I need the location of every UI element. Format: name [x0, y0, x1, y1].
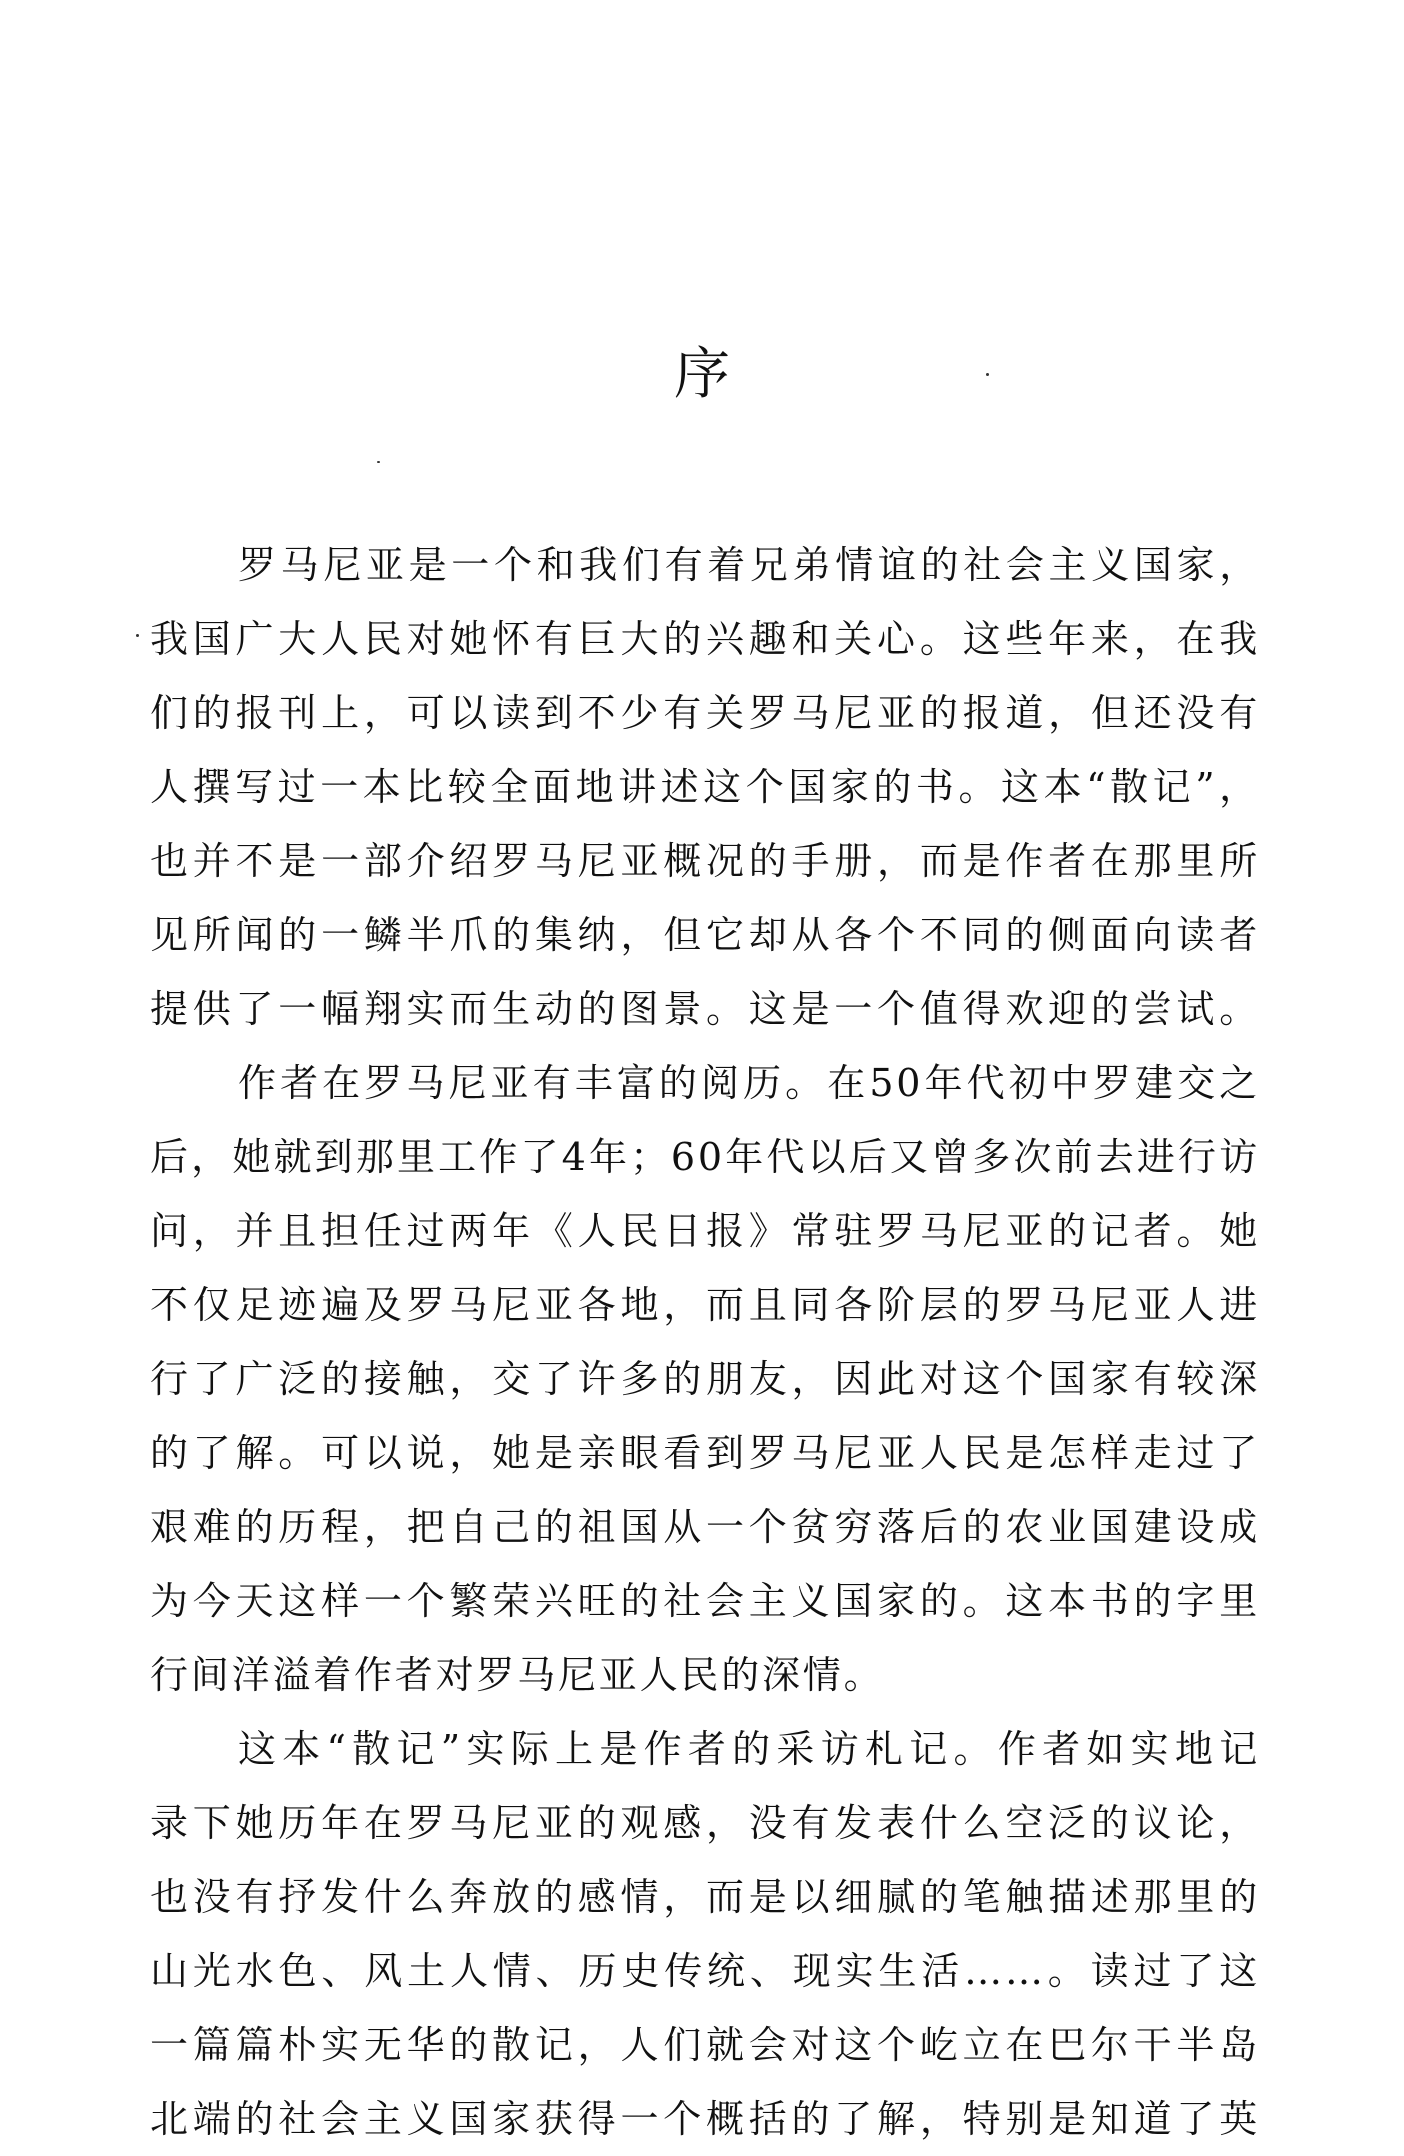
text-line: 提供了一幅翔实而生动的图景。这是一个值得欢迎的尝试。 — [150, 987, 1260, 1031]
text-line: 山光水色、风土人情、历史传统、现实生活……。读过了这 — [150, 1949, 1260, 1993]
text-line: 不仅足迹遍及罗马尼亚各地，而且同各阶层的罗马尼亚人进 — [150, 1283, 1260, 1327]
text-line: 问，并且担任过两年《人民日报》常驻罗马尼亚的记者。她 — [150, 1209, 1260, 1253]
body-text — [150, 528, 1260, 2156]
scan-speck — [377, 461, 380, 463]
text-line: 的了解。可以说，她是亲眼看到罗马尼亚人民是怎样走过了 — [150, 1431, 1260, 1475]
scan-speck — [986, 373, 989, 376]
text-line: 录下她历年在罗马尼亚的观感，没有发表什么空泛的议论， — [150, 1801, 1260, 1845]
text-line: 北端的社会主义国家获得一个概括的了解，特别是知道了英 — [150, 2097, 1260, 2141]
text-line: 行了广泛的接触，交了许多的朋友，因此对这个国家有较深 — [150, 1357, 1260, 1401]
text-line: 艰难的历程，把自己的祖国从一个贫穷落后的农业国建设成 — [150, 1505, 1260, 1549]
text-line: 这本“散记”实际上是作者的采访札记。作者如实地记 — [238, 1727, 1260, 1771]
text-line: 们的报刊上，可以读到不少有关罗马尼亚的报道，但还没有 — [150, 691, 1260, 735]
text-line: 也并不是一部介绍罗马尼亚概况的手册，而是作者在那里所 — [150, 839, 1260, 883]
text-line: 作者在罗马尼亚有丰富的阅历。在50年代初中罗建交之 — [238, 1061, 1260, 1105]
text-line: 一篇篇朴实无华的散记，人们就会对这个屹立在巴尔干半岛 — [150, 2023, 1260, 2067]
text-line: 见所闻的一鳞半爪的集纳，但它却从各个不同的侧面向读者 — [150, 913, 1260, 957]
text-line: 也没有抒发什么奔放的感情，而是以细腻的笔触描述那里的 — [150, 1875, 1260, 1919]
text-line: 罗马尼亚是一个和我们有着兄弟情谊的社会主义国家， — [238, 543, 1260, 587]
text-line: 为今天这样一个繁荣兴旺的社会主义国家的。这本书的字里 — [150, 1579, 1260, 1623]
text-line: 后，她就到那里工作了4年；60年代以后又曾多次前去进行访 — [150, 1135, 1260, 1179]
text-line: 行间洋溢着作者对罗马尼亚人民的深情。 — [150, 1653, 885, 1697]
page-title: 序 — [674, 342, 730, 407]
text-line: 我国广大人民对她怀有巨大的兴趣和关心。这些年来，在我 — [150, 617, 1260, 661]
text-line: 人撰写过一本比较全面地讲述这个国家的书。这本“散记”， — [150, 765, 1260, 809]
scan-speck — [136, 634, 139, 637]
